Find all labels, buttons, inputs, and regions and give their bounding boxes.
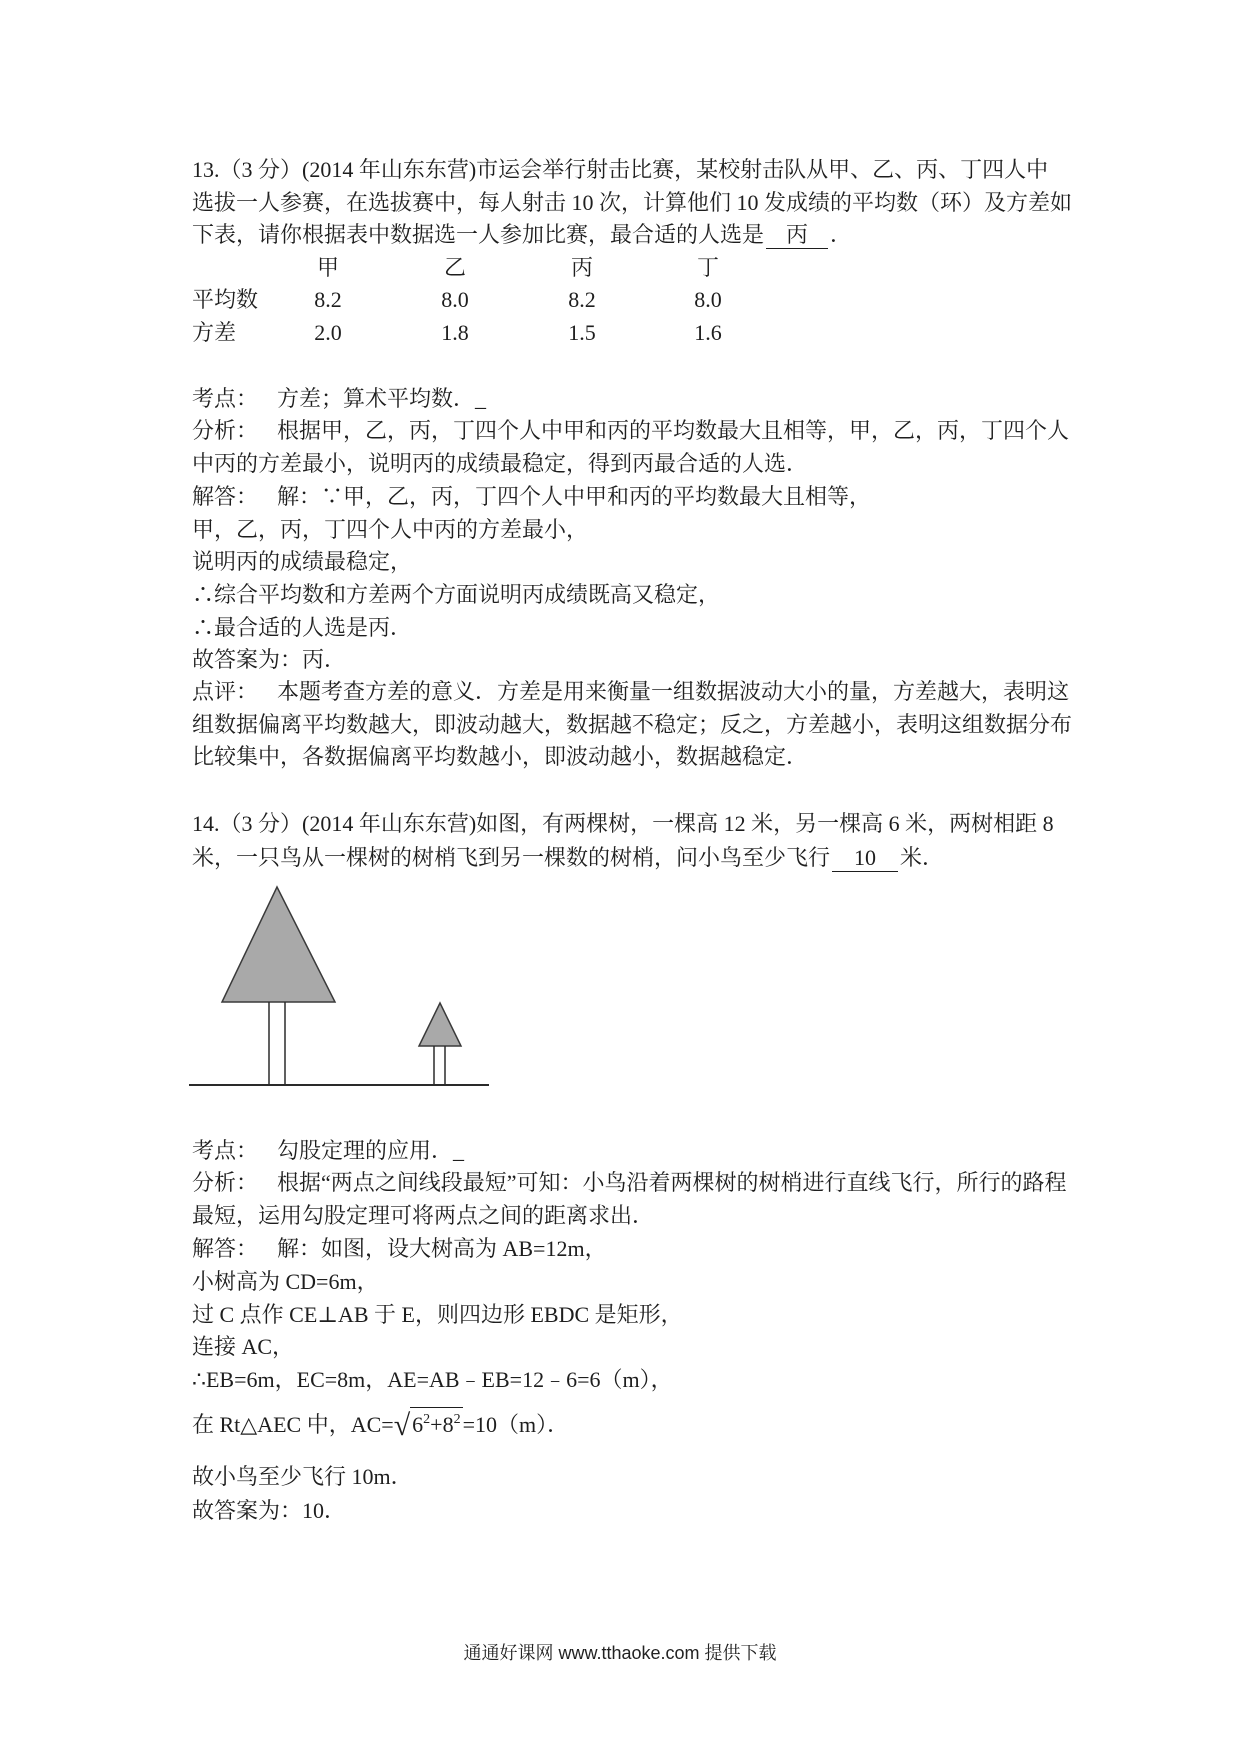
q13-stem-line-2: 选拔一人参赛，在选拔赛中，每人射击 10 次，计算他们 10 发成绩的平均数（环）及方差如 xyxy=(192,190,1073,215)
table-cell: 1.5 xyxy=(568,320,596,345)
section-label: 考点： xyxy=(192,386,259,411)
table-cell: 2.0 xyxy=(314,320,342,345)
q14-fenxi-line-2: 最短，运用勾股定理可将两点之间的距离求出． xyxy=(192,1203,655,1228)
two-trees-figure xyxy=(180,880,500,1095)
q14-jieda-line-8: 故答案为：10． xyxy=(192,1498,347,1523)
small-tree-crown xyxy=(419,1003,461,1046)
q14-jieda-line-3: 过 C 点作 CE⊥AB 于 E，则四边形 EBDC 是矩形， xyxy=(192,1302,683,1327)
q13-jieda-line-6: 故答案为：丙． xyxy=(192,647,347,672)
q13-stem-line-1: 13.（3 分）(2014 年山东东营)市运会举行射击比赛，某校射击队从甲、乙、丙、丁四人中 xyxy=(192,157,1049,182)
plus-sign: + xyxy=(430,1412,443,1437)
table-cell: 1.6 xyxy=(694,320,722,345)
q13-stem-text: 下表，请你根据表中数据选一人参加比赛，最合适的人选是 xyxy=(192,222,765,247)
section-text: 解：如图，设大树高为 AB=12m， xyxy=(277,1236,607,1261)
square-root-expression xyxy=(394,1403,463,1448)
table-header-cell: 乙 xyxy=(443,255,466,280)
q13-jieda-line-5: ∴最合适的人选是丙． xyxy=(192,615,413,640)
radicand-term-a: 6 xyxy=(412,1412,424,1437)
radical-sign: √ xyxy=(393,1409,411,1442)
table-header-cell: 甲 xyxy=(316,255,339,280)
q13-jieda-line-1 xyxy=(192,480,871,513)
q14-stem-end: 米． xyxy=(900,845,945,870)
q14-stem-line-1: 14.（3 分）(2014 年山东东营)如图，有两棵树，一棵高 12 米，另一棵高 6 米，两树相距 8 xyxy=(192,811,1054,836)
q13-stem-line-3 xyxy=(192,218,852,251)
radicand xyxy=(410,1407,462,1440)
q13-dianping-line-2: 组数据偏离平均数越大，即波动越大，数据越不稳定；反之，方差越小，表明这组数据分布 xyxy=(192,712,1073,737)
q13-jieda-line-4: ∴综合平均数和方差两个方面说明丙成绩既高又稳定， xyxy=(192,582,721,607)
table-row-label: 平均数 xyxy=(192,287,259,312)
q13-table-row-mean xyxy=(0,283,1240,316)
section-text: 根据“两点之间线段最短”可知：小鸟沿着两棵树的树梢进行直线飞行，所行的路程 xyxy=(277,1170,1067,1195)
formula-prefix: 在 Rt△AEC 中，AC= xyxy=(192,1412,394,1437)
q13-dianping-line-3: 比较集中，各数据偏离平均数越小，即波动越小，数据越稳定． xyxy=(192,744,809,769)
table-row-label: 方差 xyxy=(192,320,237,345)
q13-dianping-line-1 xyxy=(192,675,1069,708)
q14-jieda-line-1 xyxy=(192,1232,607,1265)
big-tree-crown xyxy=(222,887,335,1002)
table-cell: 1.8 xyxy=(441,320,469,345)
q13-fenxi-line-1 xyxy=(192,414,1069,447)
q14-jieda-formula-line xyxy=(192,1403,569,1448)
section-text: 解：∵甲，乙，丙，丁四个人中甲和丙的平均数最大且相等， xyxy=(277,484,872,509)
q13-table-row-variance xyxy=(0,316,1240,349)
q14-stem-line-2 xyxy=(192,841,944,874)
table-cell: 8.2 xyxy=(314,287,342,312)
q14-jieda-line-2: 小树高为 CD=6m， xyxy=(192,1269,379,1294)
table-cell: 8.2 xyxy=(568,287,596,312)
radicand-term-b: 8 xyxy=(442,1412,454,1437)
page-footer: 通通好课网 www.tthaoke.com 提供下载 xyxy=(463,1643,777,1663)
section-label: 考点： xyxy=(192,1138,259,1163)
q14-answer-blank: 10 xyxy=(832,845,898,872)
q13-jieda-line-3: 说明丙的成绩最稳定， xyxy=(192,549,413,574)
q14-jieda-line-4: 连接 AC， xyxy=(192,1334,295,1359)
q13-fenxi-line-2: 中丙的方差最小，说明丙的成绩最稳定，得到丙最合适的人选． xyxy=(192,451,809,476)
section-label: 分析： xyxy=(192,1170,259,1195)
section-text: 勾股定理的应用．_ xyxy=(277,1138,465,1163)
section-label: 分析： xyxy=(192,418,259,443)
section-text: 根据甲，乙，丙，丁四个人中甲和丙的平均数最大且相等，甲，乙，丙，丁四个人 xyxy=(277,418,1070,443)
q14-stem-text: 米，一只鸟从一棵树的树梢飞到另一棵数的树梢，问小鸟至少飞行 xyxy=(192,845,831,870)
section-text: 本题考查方差的意义．方差是用来衡量一组数据波动大小的量，方差越大，表明这 xyxy=(277,679,1070,704)
exponent-b: 2 xyxy=(453,1412,461,1427)
section-label: 解答： xyxy=(192,484,259,509)
q14-kaodian xyxy=(192,1134,464,1167)
q14-fenxi-line-1 xyxy=(192,1166,1067,1199)
formula-suffix: =10（m）． xyxy=(462,1412,570,1437)
q13-jieda-line-2: 甲，乙，丙，丁四个人中丙的方差最小， xyxy=(192,517,589,542)
q13-kaodian xyxy=(192,382,486,415)
table-header-cell: 丙 xyxy=(570,255,593,280)
q13-table-header xyxy=(0,251,1240,284)
table-cell: 8.0 xyxy=(441,287,469,312)
q13-answer-blank: 丙 xyxy=(766,222,828,249)
exponent-a: 2 xyxy=(423,1412,431,1427)
q14-jieda-line-7: 故小鸟至少飞行 10m． xyxy=(192,1464,413,1489)
section-text: 方差；算术平均数．_ xyxy=(277,386,487,411)
section-label: 点评： xyxy=(192,679,259,704)
table-cell: 8.0 xyxy=(694,287,722,312)
table-header-cell: 丁 xyxy=(696,255,719,280)
q13-stem-end: ． xyxy=(830,222,853,247)
q14-jieda-line-5: ∴EB=6m，EC=8m，AE=AB﹣EB=12﹣6=6（m）， xyxy=(192,1367,673,1392)
section-label: 解答： xyxy=(192,1236,259,1261)
